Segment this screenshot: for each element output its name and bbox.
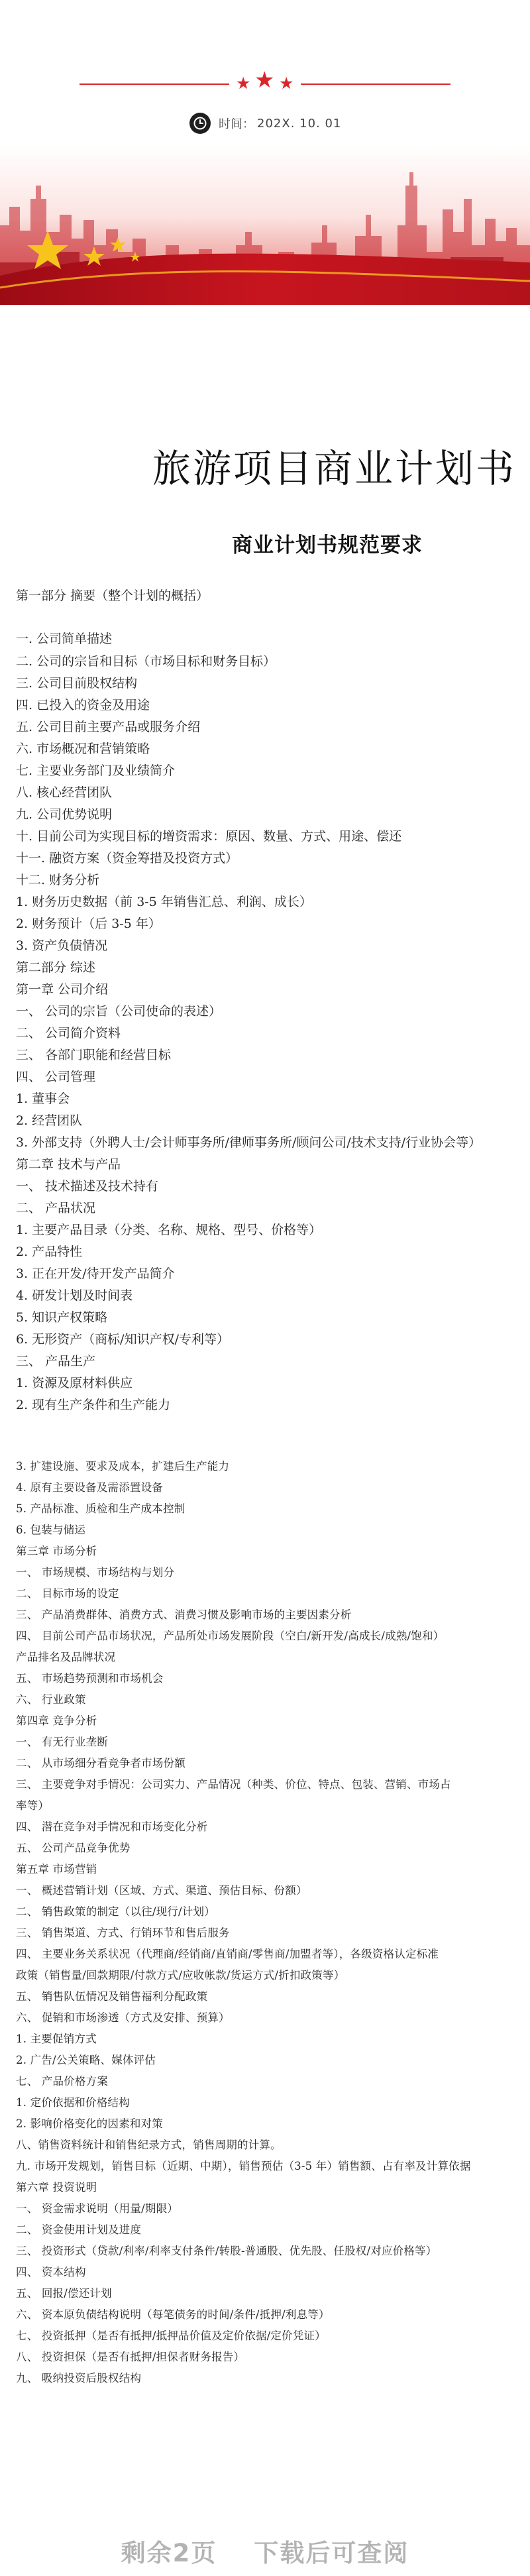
outline-item: 四. 已投入的资金及用途 [16, 698, 150, 712]
outline-item: 十. 目前公司为实现目标的增资需求：原因、数量、方式、用途、偿还 [16, 829, 402, 844]
outline-item: 2. 现有生产条件和生产能力 [16, 1398, 171, 1412]
star-icon: ★ [279, 74, 294, 93]
document-title: 旅游项目商业计划书 [152, 446, 517, 491]
outline-item: 十一. 融资方案（资金筹措及投资方式） [16, 851, 238, 866]
outline-item: 七. 主要业务部门及业绩简介 [16, 763, 176, 778]
outline-item: 2. 广告/公关策略、媒体评估 [16, 2054, 156, 2066]
outline-item: 五、 市场趋势预测和市场机会 [16, 1672, 164, 1685]
outline-item: 一、 有无行业垄断 [16, 1736, 109, 1748]
outline-item: 二、 资金使用计划及进度 [16, 2223, 142, 2236]
chapter-heading: 第四章 竞争分析 [16, 1714, 97, 1727]
outline-item: 十二. 财务分析 [16, 873, 100, 887]
outline-item: 二、 目标市场的设定 [16, 1587, 119, 1600]
outline-item: 1. 财务历史数据（前 3-5 年销售汇总、利润、成长） [16, 895, 312, 909]
header-divider-left [80, 84, 229, 85]
chapter-heading: 第五章 市场营销 [16, 1863, 97, 1876]
time-label: 时间： [219, 117, 254, 131]
outline-item: 1. 定价依据和价格结构 [16, 2096, 130, 2109]
outline-item: 二、 产品状况 [16, 1201, 96, 1215]
outline-item: 3. 外部支持（外聘人士/会计师事务所/律师事务所/顾问公司/技术支持/行业协会等） [16, 1135, 482, 1150]
outline-item: 6. 无形资产（商标/知识产权/专利等） [16, 1332, 229, 1347]
outline-item: 八、 投资担保（是否有抵押/担保者财务报告） [16, 2351, 245, 2363]
outline-item: 一、 市场规模、市场结构与划分 [16, 1566, 175, 1579]
outline-item: 四、 潜在竞争对手情况和市场变化分析 [16, 1820, 208, 1833]
section-heading: 第二部分 综述 [16, 960, 96, 975]
outline-item: 1. 主要产品目录（分类、名称、规格、型号、价格等） [16, 1223, 322, 1237]
time-value: 202X. 10. 01 [257, 116, 342, 131]
outline-item: 二、 从市场细分看竞争者市场份额 [16, 1757, 186, 1769]
outline-item: 一. 公司简单描述 [16, 632, 113, 646]
outline-item: 五、 销售队伍情况及销售福利分配政策 [16, 1990, 208, 2003]
document-subtitle: 商业计划书规范要求 [232, 533, 423, 557]
outline-item: 率等） [16, 1799, 50, 1812]
outline-item: 四、 主要业务关系状况（代理商/经销商/直销商/零售商/加盟者等），各级资格认定标准 [16, 1948, 439, 1960]
remaining-pages-notice[interactable] [0, 2533, 530, 2569]
outline-item: 4. 原有主要设备及需添置设备 [16, 1481, 163, 1494]
outline-item: 5. 知识产权策略 [16, 1310, 108, 1325]
clock-icon [189, 113, 211, 134]
outline-item: 三、 各部门职能和经营目标 [16, 1048, 172, 1062]
outline-item: 三、 投资形式（贷款/利率/利率支付条件/转股-普通股、优先股、任股权/对应价格等） [16, 2245, 437, 2257]
outline-item: 四、 公司管理 [16, 1070, 96, 1084]
outline-item: 4. 研发计划及时间表 [16, 1288, 133, 1303]
chapter-heading: 第一章 公司介绍 [16, 982, 109, 997]
outline-item: 三、 产品生产 [16, 1354, 96, 1369]
outline-item: 四、 资本结构 [16, 2266, 86, 2278]
outline-item: 九. 公司优势说明 [16, 807, 113, 822]
outline-item: 五、 公司产品竞争优势 [16, 1842, 131, 1854]
outline-item: 九. 市场开发规划，销售目标（近期、中期），销售预估（3-5 年）销售额、占有率及计算依据 [16, 2160, 471, 2172]
outline-item: 六、 资本原负债结构说明（每笔债务的时间/条件/抵押/利息等） [16, 2308, 330, 2321]
outline-item: 六、 行业政策 [16, 1693, 86, 1706]
outline-item: 九、 吸纳投资后股权结构 [16, 2372, 142, 2384]
download-to-view-link[interactable]: 下载后可查阅 [254, 2539, 409, 2567]
outline-item: 六. 市场概况和营销策略 [16, 742, 150, 756]
outline-item: 2. 经营团队 [16, 1113, 83, 1128]
outline-item: 五. 公司目前主要产品或服务介绍 [16, 720, 201, 734]
outline-item: 一、 公司的宗旨（公司使命的表述） [16, 1004, 222, 1019]
outline-item: 1. 董事会 [16, 1092, 70, 1106]
outline-item: 一、 概述营销计划（区域、方式、渠道、预估目标、份额） [16, 1884, 307, 1897]
outline-item: 产品排名及品牌状况 [16, 1651, 116, 1663]
outline-item: 3. 扩建设施、要求及成本，扩建后生产能力 [16, 1460, 230, 1473]
outline-item: 政策（销售量/回款期限/付款方式/应收帐款/货运方式/折扣政策等） [16, 1969, 345, 1982]
outline-item: 一、 资金需求说明（用量/期限） [16, 2202, 179, 2215]
outline-item: 1. 主要促销方式 [16, 2033, 97, 2045]
outline-item: 七、 产品价格方案 [16, 2075, 109, 2088]
outline-item: 三. 公司目前股权结构 [16, 676, 138, 691]
star-icon: ★ [254, 67, 275, 93]
outline-item: 六、 促销和市场渗透（方式及安排、预算） [16, 2011, 230, 2024]
outline-item: 1. 资源及原材料供应 [16, 1376, 133, 1390]
outline-item: 3. 资产负债情况 [16, 938, 108, 953]
outline-item: 2. 影响价格变化的因素和对策 [16, 2117, 163, 2130]
outline-item: 一、 技术描述及技术持有 [16, 1179, 159, 1194]
date-row [189, 111, 341, 135]
header-divider-right [301, 84, 450, 85]
outline-item: 八. 核心经营团队 [16, 785, 113, 800]
outline-item: 三、 产品消费群体、消费方式、消费习惯及影响市场的主要因素分析 [16, 1608, 352, 1621]
outline-item: 6. 包装与储运 [16, 1524, 86, 1536]
outline-item: 二、 销售政策的制定（以往/现行/计划） [16, 1905, 215, 1918]
remaining-pages-count: 剩余2页 [121, 2539, 217, 2567]
outline-item: 5. 产品标准、质检和生产成本控制 [16, 1502, 186, 1515]
section-heading: 第一部分 摘要（整个计划的概括） [16, 588, 209, 603]
outline-item: 三、 主要竞争对手情况：公司实力、产品情况（种类、价位、特点、包装、营销、市场占 [16, 1778, 451, 1791]
outline-item: 八、销售资料统计和销售纪录方式，销售周期的计算。 [16, 2139, 282, 2151]
outline-item: 三、 销售渠道、方式、行销环节和售后服务 [16, 1927, 230, 1939]
outline-item: 七、 投资抵押（是否有抵押/抵押品价值及定价依据/定价凭证） [16, 2329, 326, 2342]
outline-item: 二、 公司简介资料 [16, 1026, 121, 1040]
outline-item: 2. 产品特性 [16, 1245, 83, 1259]
city-skyline-banner [0, 146, 530, 305]
chapter-heading: 第六章 投资说明 [16, 2181, 97, 2194]
star-icon: ★ [236, 74, 251, 93]
outline-item: 四、 目前公司产品市场状况，产品所处市场发展阶段（空白/新开发/高成长/成熟/饱和） [16, 1630, 445, 1642]
outline-item: 二. 公司的宗旨和目标（市场目标和财务目标） [16, 654, 276, 669]
outline-item: 五、 回报/偿还计划 [16, 2287, 112, 2300]
outline-item: 3. 正在开发/待开发产品简介 [16, 1266, 175, 1281]
chapter-heading: 第二章 技术与产品 [16, 1157, 121, 1172]
chapter-heading: 第三章 市场分析 [16, 1545, 97, 1557]
outline-item: 2. 财务预计（后 3-5 年） [16, 917, 161, 931]
